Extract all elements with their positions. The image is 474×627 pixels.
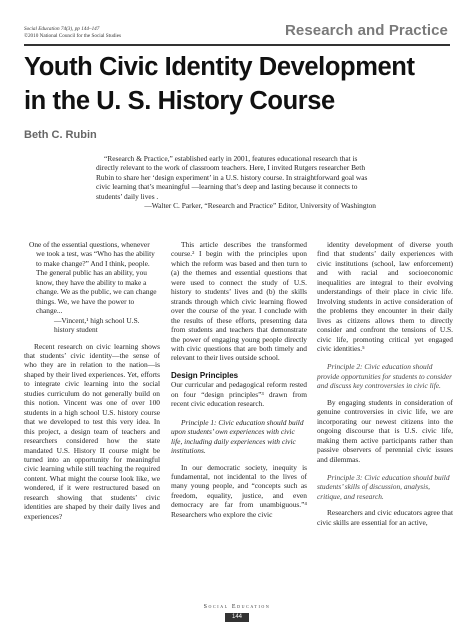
body-paragraph: Recent research on civic learning shows that students’ civic identity—the sense of who they are in relation to the nation—is shaped by their lived experiences. Yet, efforts to integrate civic learning into the social studies curriculum do not generally build on this notion. Vincent was one of over 100 students in a high school U.S. history course that we developed to test this very idea. In this project, a design team of teachers and researchers considered how the state mandated U.S. History II course might be turned into an opportunity for meaningful civic learning while still teaching the required content. What might the course look like, we wondered, if it were restructured based on research showing that students’ civic identities are shaped by their daily lives and experiences? <box>24 341 160 521</box>
page-number: 144 <box>225 613 249 622</box>
article-title <box>24 50 415 118</box>
title-line-1: Youth Civic Identity Development <box>24 53 415 81</box>
header-rule <box>24 44 450 46</box>
body-paragraph: This article describes the transformed course.² I begin with the principles upon which the reform was based and then turn to (a) the themes and essential questions that were used to connect the study of U.S. history to students’ lives and (b) the skills strands through which civic learning flowed over the course of the year. I conclude with the results of these efforts, presenting data from students and teachers that demonstrate the power of engaging young people directly with civic questions that are both timely and relevant to their lives outside school. <box>171 240 307 363</box>
body-paragraph: Researchers and civic educators agree that civic skills are essential for an active, <box>317 508 453 527</box>
body-paragraph: identity development of diverse youth find that students’ daily experiences with civic institutions (school, law enforcement) and with racial and socioeconomic inequalities are integral to their evolving understandings of their place in civic life. Involving students in active consideration of the problems they encounter in their daily lives as citizens allows them to directly consider and confront the tensions of U.S. civic life, promoting critical yet engaged civic identities.⁵ <box>317 240 453 353</box>
section-heading: Design Principles <box>171 370 239 380</box>
copyright-line: ©2010 National Council for the Social Studies <box>24 33 122 39</box>
body-paragraph: In our democratic society, inequity is fundamental, not incidental to the lives of many young people, and “concepts such as freedom, equality, justice, and even democracy are far from unambiguous.”⁴ Researchers who explore the civic <box>171 462 307 519</box>
design-principle-2: Principle 2: Civic education should provide opportunities for students to consider and discuss key controversies in civic life. <box>317 362 453 391</box>
editor-epigraph <box>96 154 378 210</box>
section-label: Research and Practice <box>284 22 448 39</box>
design-principle-1: Principle 1: Civic education should build upon students’ own experiences with civic life, including daily experiences with civic institutions. <box>171 417 304 456</box>
epigraph-attribution: —Walter C. Parker, “Research and Practice” Editor, University of Washington <box>144 201 376 211</box>
journal-citation <box>24 26 121 40</box>
title-line-2: in the U. S. History Course <box>24 87 335 115</box>
author-byline: Beth C. Rubin <box>24 129 97 141</box>
text-column-2 <box>171 240 307 519</box>
student-pullquote <box>29 240 160 335</box>
text-column-3 <box>317 240 453 527</box>
pullquote-text: One of the essential questions, whenever we took a test, was “Who has the ability to make change?” And I think, people. The general public has an ability, you know, they have the ability to make a change. We as the public, we can change things. We, we have the power to change... <box>29 240 157 316</box>
design-principle-3: Principle 3: Civic education should build students’ skills of discussion, analysis, critique, and research. <box>317 472 450 501</box>
epigraph-text: “Research & Practice,” established early in 2001, features educational research that is directly relevant to the work of classroom teachers. Here, I invited Rutgers researcher Beth Rubin to share her ‘design experiment’ in a U.S. history course. In straightforward goal was civic learning that’s meaningful —learning that’s deep and lasting because it connects to students’ daily lives . <box>96 154 368 201</box>
pullquote-attribution: —Vincent,¹ high school U.S. history student <box>54 315 140 335</box>
text-column-1 <box>24 240 160 521</box>
body-paragraph: By engaging students in consideration of genuine controversies in civic life, we are incorporating our newest citizens into the ongoing discourse that is U.S. civic life, making them active participants rather than passive observers of perennial civic issues and dilemmas. <box>317 397 453 464</box>
footer-journal-name: Social Education <box>203 604 271 610</box>
journal-issue-line: Social Education 74(3), pp 144–147 <box>24 26 100 32</box>
body-paragraph: Our curricular and pedagogical reform rested on four “design principles”³ drawn from recent civic education research. <box>171 380 307 409</box>
